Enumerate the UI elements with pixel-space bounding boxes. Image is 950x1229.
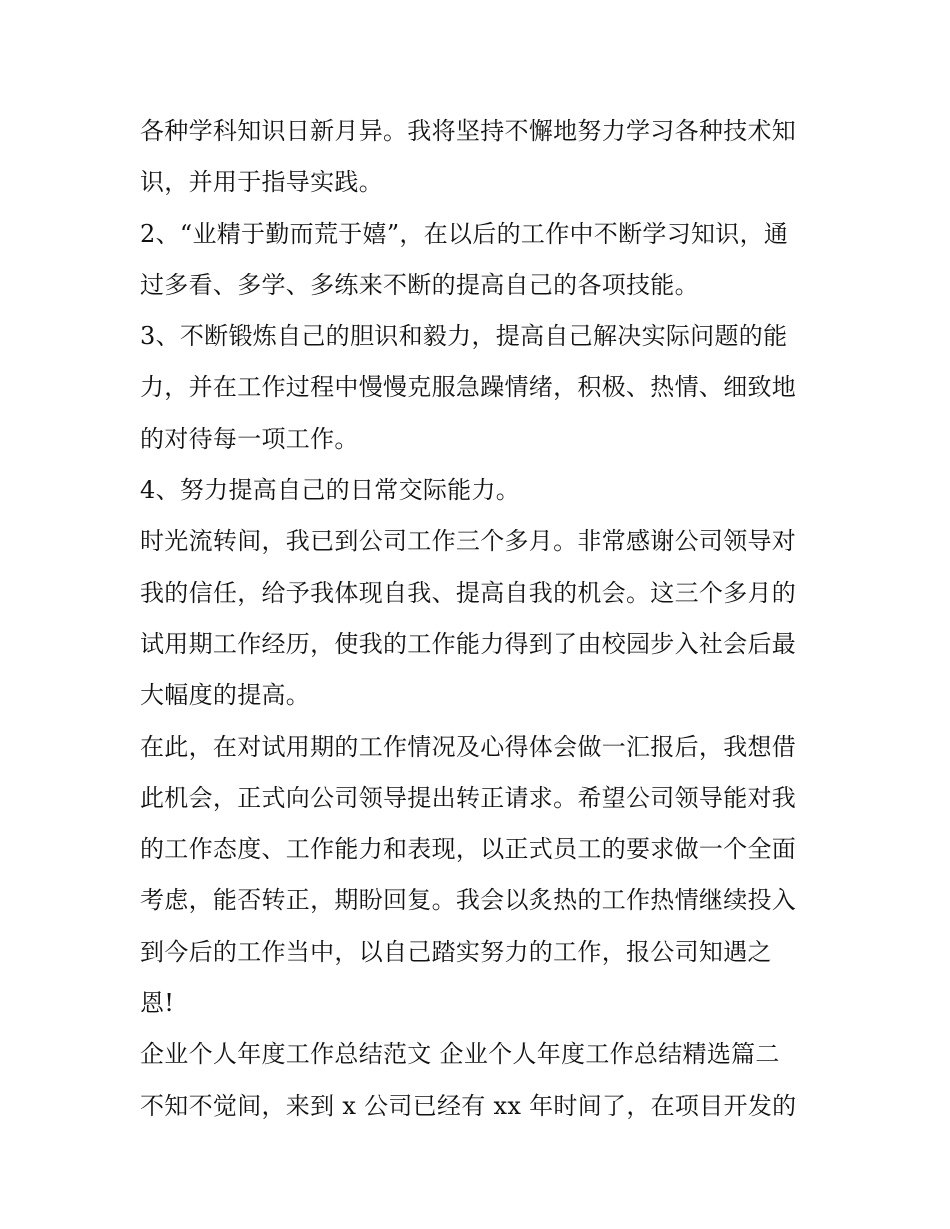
text-line: 3、不断锻炼自己的胆识和毅力，提高自己解决实际问题的能	[140, 322, 788, 351]
section-heading: 企业个人年度工作总结范文 企业个人年度工作总结精选篇二	[140, 1040, 780, 1069]
text-line: 考虑，能否转正，期盼回复。我会以炙热的工作热情继续投入	[140, 886, 797, 915]
text-line: 过多看、多学、多练来不断的提高自己的各项技能。	[140, 270, 699, 299]
text-line: 恩!	[140, 989, 175, 1018]
text-line: 2、“业精于勤而荒于嬉”，在以后的工作中不断学习知识，通	[140, 219, 789, 248]
text-line: 我的信任，给予我体现自我、提高自我的机会。这三个多月的	[140, 578, 797, 607]
document-body	[140, 106, 820, 1132]
text-line: 不知不觉间，来到 x 公司已经有 xx 年时间了，在项目开发的	[140, 1091, 797, 1120]
text-line: 的对待每一项工作。	[140, 424, 359, 453]
text-line: 此机会，正式向公司领导提出转正请求。希望公司领导能对我	[140, 783, 797, 812]
text-line: 各种学科知识日新月异。我将坚持不懈地努力学习各种技术知	[140, 117, 797, 145]
text-line: 力，并在工作过程中慢慢克服急躁情绪，积极、热情、细致地	[140, 373, 797, 402]
text-line: 的工作态度、工作能力和表现，以正式员工的要求做一个全面	[140, 835, 797, 864]
text-line: 时光流转间，我已到公司工作三个多月。非常感谢公司领导对	[140, 527, 797, 556]
text-line: 在此，在对试用期的工作情况及心得体会做一汇报后，我想借	[140, 732, 797, 761]
text-line: 4、努力提高自己的日常交际能力。	[140, 476, 521, 505]
text-line: 大幅度的提高。	[140, 681, 311, 710]
text-line: 试用期工作经历，使我的工作能力得到了由校园步入社会后最	[140, 629, 797, 658]
text-line: 到今后的工作当中，以自己踏实努力的工作，报公司知遇之	[140, 937, 772, 966]
text-line: 识，并用于指导实践。	[140, 168, 383, 197]
